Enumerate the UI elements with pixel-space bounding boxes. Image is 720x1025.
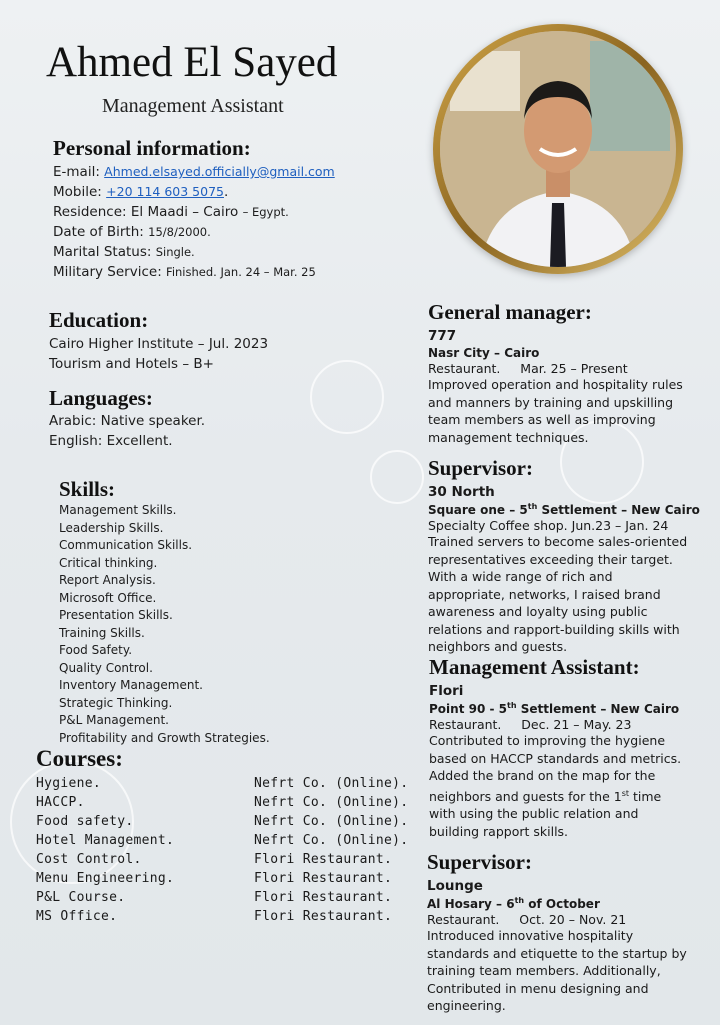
job-company: Lounge bbox=[427, 878, 483, 894]
job-entry bbox=[428, 300, 693, 446]
languages-list bbox=[49, 411, 205, 451]
email-link[interactable]: Ahmed.elsayed.officially@gmail.com bbox=[104, 164, 335, 179]
skill-item: Inventory Management. bbox=[59, 678, 203, 692]
job-type: Restaurant. bbox=[427, 912, 500, 927]
course-name: Hotel Management. bbox=[36, 833, 175, 848]
skill-item: Management Skills. bbox=[59, 503, 177, 517]
job-title: Supervisor: bbox=[427, 850, 532, 874]
job-type: Specialty Coffee shop. bbox=[428, 518, 568, 533]
marital-row bbox=[53, 242, 335, 262]
job-company: 30 North bbox=[428, 484, 495, 500]
residence-value: El Maadi – Cairo bbox=[130, 204, 239, 220]
languages-heading: Languages: bbox=[49, 386, 153, 410]
skill-item: Communication Skills. bbox=[59, 538, 193, 552]
job-dates: Oct. 20 – Nov. 21 bbox=[519, 912, 627, 927]
course-provider: Flori Restaurant. bbox=[254, 852, 393, 867]
job-entry bbox=[428, 456, 700, 656]
course-name: MS Office. bbox=[36, 909, 118, 924]
course-provider: Flori Restaurant. bbox=[254, 890, 393, 905]
personal-info-list bbox=[53, 162, 335, 282]
dob-label: Date of Birth: bbox=[53, 224, 144, 240]
skill-item: P&L Management. bbox=[59, 713, 169, 727]
job-description bbox=[429, 732, 691, 840]
job-location-part: Square one – 5 bbox=[428, 503, 528, 517]
job-type-dates bbox=[428, 518, 700, 533]
job-location-part: Al Hosary – 6 bbox=[427, 897, 515, 911]
job-role-subtitle: Management Assistant bbox=[102, 95, 284, 117]
job-location-sup: th bbox=[507, 701, 517, 710]
course-name: Food safety. bbox=[36, 814, 134, 829]
dob-row bbox=[53, 222, 335, 242]
background-plate-decoration bbox=[310, 360, 384, 434]
courses-names bbox=[36, 774, 174, 926]
course-provider: Flori Restaurant. bbox=[254, 909, 393, 924]
course-name: Menu Engineering. bbox=[36, 871, 175, 886]
job-type: Restaurant. bbox=[428, 361, 501, 376]
job-location bbox=[428, 502, 700, 517]
job-description: Trained servers to become sales-oriented representatives exceeding their target. With a wide range of rich and appropriate, networks, I raised brand awareness and loyalty using public relations and rapport-building skills with neighbors and guests. bbox=[428, 534, 688, 654]
education-line: Cairo Higher Institute – Jul. 2023 bbox=[49, 336, 269, 352]
job-location-part: of October bbox=[524, 897, 600, 911]
skill-item: Critical thinking. bbox=[59, 555, 158, 570]
job-location bbox=[427, 896, 689, 911]
skills-list bbox=[59, 502, 270, 747]
job-description: Improved operation and hospitality rules and manners by training and upskilling team members as well as improving management techniques. bbox=[428, 377, 683, 445]
mobile-row bbox=[53, 182, 335, 202]
email-row bbox=[53, 162, 335, 182]
course-provider: Nefrt Co. (Online). bbox=[254, 795, 409, 810]
course-name: HACCP. bbox=[36, 795, 85, 810]
education-line: Tourism and Hotels – B+ bbox=[49, 356, 214, 372]
skills-heading: Skills: bbox=[59, 477, 116, 501]
job-location bbox=[429, 701, 691, 716]
skill-item: Report Analysis. bbox=[59, 573, 156, 587]
skill-item: Profitability and Growth Strategies. bbox=[59, 730, 270, 745]
job-location-sup: th bbox=[527, 502, 538, 511]
military-row bbox=[53, 262, 335, 282]
course-name: Cost Control. bbox=[36, 852, 142, 867]
courses-providers bbox=[254, 774, 408, 926]
skill-item: Leadership Skills. bbox=[59, 520, 164, 535]
education-heading: Education: bbox=[49, 308, 149, 332]
education-list bbox=[49, 334, 268, 374]
background-plate-decoration bbox=[370, 450, 424, 504]
course-provider: Nefrt Co. (Online). bbox=[254, 776, 409, 791]
job-location-sup: th bbox=[514, 896, 525, 905]
course-provider: Nefrt Co. (Online). bbox=[254, 814, 409, 829]
job-description-part: time with using the public relation and building rapport skills. bbox=[429, 788, 662, 839]
avatar bbox=[440, 31, 676, 267]
mobile-end: . bbox=[223, 184, 229, 200]
job-entry bbox=[427, 850, 689, 1015]
job-type: Restaurant. bbox=[429, 717, 502, 732]
job-company: 777 bbox=[428, 328, 457, 344]
skill-item: Training Skills. bbox=[59, 625, 145, 640]
skill-item: Microsoft Office. bbox=[59, 590, 157, 605]
profile-photo bbox=[433, 24, 683, 274]
marital-label: Marital Status: bbox=[53, 244, 152, 260]
dob-value: 15/8/2000. bbox=[148, 225, 211, 239]
job-location-part: Settlement – New Cairo bbox=[537, 503, 700, 517]
email-label: E-mail: bbox=[53, 164, 100, 180]
job-location-part: Settlement – New Cairo bbox=[516, 702, 680, 716]
job-type-dates bbox=[429, 717, 691, 732]
residence-label: Residence: bbox=[53, 204, 127, 220]
skill-item: Strategic Thinking. bbox=[59, 695, 173, 710]
course-provider: Flori Restaurant. bbox=[254, 871, 393, 886]
skill-item: Presentation Skills. bbox=[59, 608, 173, 622]
job-title: General manager: bbox=[428, 300, 592, 324]
skill-item: Quality Control. bbox=[59, 660, 153, 675]
marital-value: Single. bbox=[155, 245, 195, 259]
mobile-label: Mobile: bbox=[53, 184, 102, 200]
job-dates: Jun.23 – Jan. 24 bbox=[571, 518, 669, 533]
job-title: Management Assistant: bbox=[429, 655, 640, 679]
job-description-part: Contributed to improving the hygiene based on HACCP standards and metrics. Added the brand on the map for the neighbors and guests for the 1 bbox=[429, 733, 682, 804]
job-location: Nasr City – Cairo bbox=[428, 346, 540, 360]
person-portrait-icon bbox=[440, 31, 676, 267]
job-location-part: Point 90 - 5 bbox=[429, 702, 507, 716]
page-title: Ahmed El Sayed bbox=[46, 39, 338, 86]
course-provider: Nefrt Co. (Online). bbox=[254, 833, 409, 848]
course-name: Hygiene. bbox=[36, 776, 102, 791]
military-value: Finished. Jan. 24 – Mar. 25 bbox=[166, 265, 316, 279]
mobile-link[interactable]: +20 114 603 5075 bbox=[106, 184, 224, 199]
course-name: P&L Course. bbox=[36, 890, 126, 905]
skill-item: Food Safety. bbox=[59, 643, 133, 657]
job-entry bbox=[429, 655, 691, 840]
personal-info-heading: Personal information: bbox=[53, 136, 251, 160]
job-type-dates bbox=[427, 912, 689, 927]
language-line: Arabic: Native speaker. bbox=[49, 413, 206, 429]
residence-row bbox=[53, 202, 335, 222]
job-description-sup: st bbox=[621, 788, 630, 798]
job-dates: Mar. 25 – Present bbox=[520, 361, 628, 376]
military-label: Military Service: bbox=[53, 264, 162, 280]
job-title: Supervisor: bbox=[428, 456, 533, 480]
job-dates: Dec. 21 – May. 23 bbox=[521, 717, 632, 732]
job-company: Flori bbox=[429, 683, 464, 699]
language-line: English: Excellent. bbox=[49, 433, 173, 449]
job-description: Introduced innovative hospitality standards and etiquette to the startup by training team members. Additionally, Contributed in menu designing and engineering. bbox=[427, 928, 687, 1013]
residence-country: – Egypt. bbox=[242, 205, 289, 219]
job-type-dates bbox=[428, 361, 693, 376]
courses-heading: Courses: bbox=[36, 746, 123, 771]
